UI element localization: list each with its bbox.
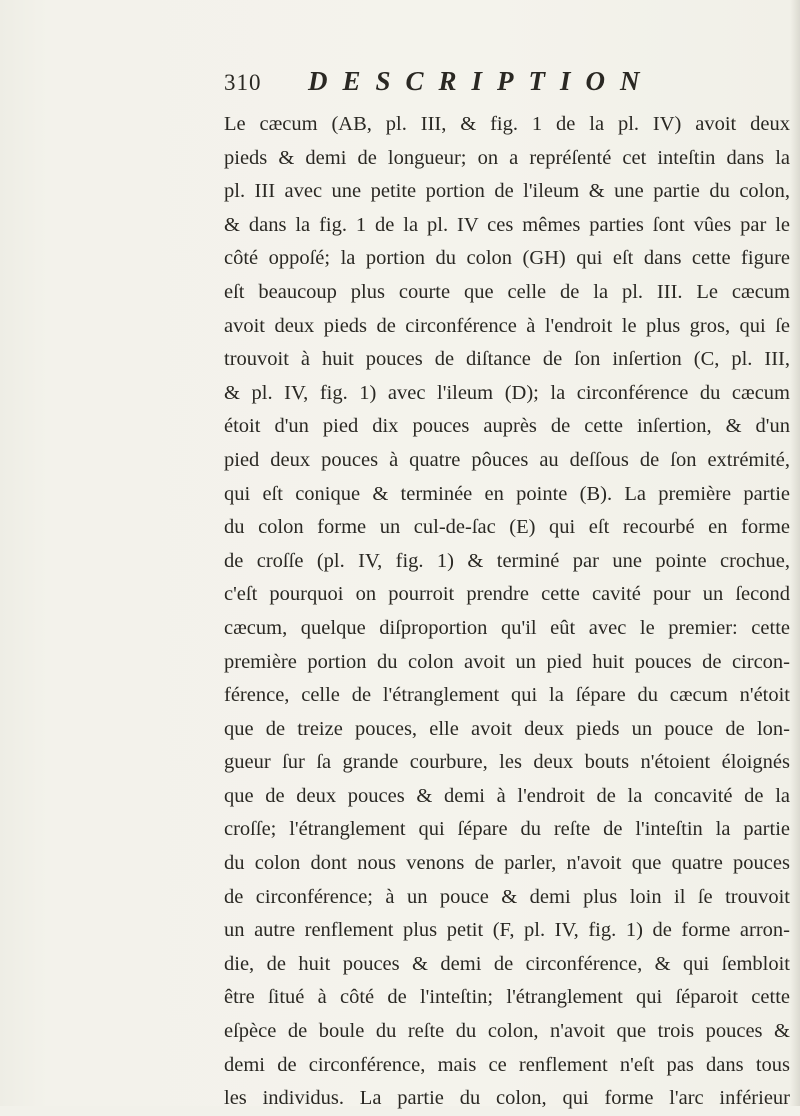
text-line: die, de huit pouces & demi de circonférence, & qui ſembloit: [224, 952, 790, 975]
text-line: côté oppoſé; la portion du colon (GH) qui eſt dans cette figure: [224, 247, 790, 270]
page-edge-shadow: [790, 0, 800, 1106]
text-line: être ſitué à côté de l'inteſtin; l'étranglement qui ſéparoit cette: [224, 986, 790, 1009]
text-line: férence, celle de l'étranglement qui la ſépare du cæcum n'étoit: [224, 684, 790, 707]
running-title: DESCRIPTION: [308, 66, 655, 96]
text-line: eſt beaucoup plus courte que celle de la pl. III. Le cæcum: [224, 280, 790, 303]
text-line: du colon dont nous venons de parler, n'avoit que quatre pouces: [224, 852, 790, 875]
text-line: les individus. La partie du colon, qui forme l'arc inférieur: [224, 1087, 790, 1110]
text-line: un autre renflement plus petit (F, pl. IV, fig. 1) de forme arron-: [224, 919, 790, 942]
text-line: cæcum, quelque diſproportion qu'il eût avec le premier: cette: [224, 616, 790, 639]
text-line: & pl. IV, fig. 1) avec l'ileum (D); la circonférence du cæcum: [224, 381, 790, 404]
text-line: que de deux pouces & demi à l'endroit de la concavité de la: [224, 784, 790, 807]
text-line: que de treize pouces, elle avoit deux pieds un pouce de lon-: [224, 717, 790, 740]
text-line: demi de circonférence, mais ce renflement n'eſt pas dans tous: [224, 1053, 790, 1076]
text-line: qui eſt conique & terminée en pointe (B). La première partie: [224, 482, 790, 505]
page-number: 310: [224, 70, 262, 95]
text-line: eſpèce de boule du reſte du colon, n'avoit que trois pouces &: [224, 1020, 790, 1043]
page-header: [224, 66, 784, 106]
text-line: avoit deux pieds de circonférence à l'endroit le plus gros, qui ſe: [224, 314, 790, 337]
text-line: trouvoit à huit pouces de diſtance de ſon inſertion (C, pl. III,: [224, 348, 790, 371]
text-line: pieds & demi de longueur; on a repréſenté cet inteſtin dans la: [224, 146, 790, 169]
body-paragraph: [224, 108, 790, 1116]
text-line: Le cæcum (AB, pl. III, & fig. 1 de la pl. IV) avoit deux: [224, 113, 790, 135]
text-line: & dans la fig. 1 de la pl. IV ces mêmes parties ſont vûes par le: [224, 213, 790, 236]
text-line: du colon forme un cul-de-ſac (E) qui eſt recourbé en forme: [224, 516, 790, 539]
text-line: de circonférence; à un pouce & demi plus loin il ſe trouvoit: [224, 885, 790, 908]
text-line: étoit d'un pied dix pouces auprès de cette inſertion, & d'un: [224, 415, 790, 438]
text-line: pl. III avec une petite portion de l'ileum & une partie du colon,: [224, 180, 790, 203]
text-line: première portion du colon avoit un pied huit pouces de circon-: [224, 650, 790, 673]
text-line: croſſe; l'étranglement qui ſépare du reſte de l'inteſtin la partie: [224, 818, 790, 841]
text-line: gueur ſur ſa grande courbure, les deux bouts n'étoient éloignés: [224, 751, 790, 774]
text-line: de croſſe (pl. IV, fig. 1) & terminé par une pointe crochue,: [224, 549, 790, 572]
text-line: pied deux pouces à quatre pôuces au deſſous de ſon extrémité,: [224, 448, 790, 471]
text-line: c'eſt pourquoi on pourroit prendre cette cavité pour un ſecond: [224, 583, 790, 606]
